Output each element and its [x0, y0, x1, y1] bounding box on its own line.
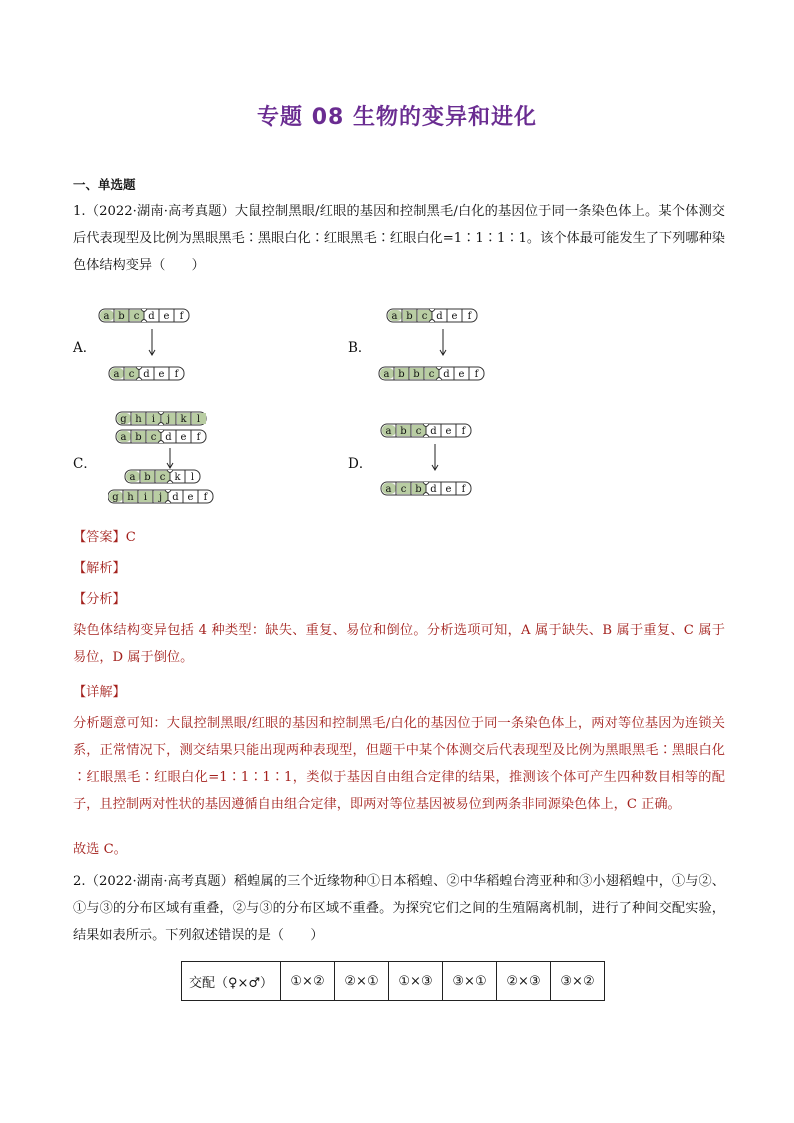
gene-label: l: [190, 472, 195, 483]
gene-label: a: [129, 472, 136, 483]
gene-label: b: [135, 432, 142, 443]
gene-label: l: [196, 414, 201, 425]
gene-label: a: [103, 311, 110, 322]
option-c-diagram: [108, 410, 248, 508]
gene-label: f: [461, 426, 466, 437]
gene-label: e: [451, 311, 458, 322]
gene-label: a: [113, 369, 120, 380]
gene-label: c: [400, 484, 407, 495]
gene-label: e: [458, 369, 465, 380]
gene-label: b: [400, 426, 407, 437]
gene-label: b: [413, 369, 420, 380]
chromosome-c-mutated-1: [125, 470, 200, 483]
table-header-cross: ②×①: [335, 962, 389, 1001]
option-a-label: A．: [73, 340, 97, 356]
arrow-icon: [167, 448, 173, 468]
table-header-label: 交配（♀×♂）: [182, 962, 281, 1001]
answer: 【答案】C: [73, 530, 136, 545]
chromosome-d-original: [381, 424, 471, 437]
gene-label: k: [174, 472, 181, 483]
gene-label: d: [443, 369, 450, 380]
gene-label: f: [474, 369, 479, 380]
gene-label: d: [165, 432, 172, 443]
gene-label: c: [133, 311, 140, 322]
gene-label: i: [143, 492, 148, 503]
gene-label: c: [128, 369, 135, 380]
chromosome-c-mutated-2: [108, 490, 213, 503]
gene-label: b: [406, 311, 413, 322]
chromosome-c-original-1: [116, 412, 206, 425]
table-header-cross: ①×②: [281, 962, 335, 1001]
gene-label: j: [166, 414, 171, 425]
gene-label: h: [127, 492, 134, 503]
chromosome-b-mutated: [379, 367, 484, 380]
page-title: 专题 08 生物的变异和进化: [257, 105, 537, 130]
gene-label: k: [180, 414, 187, 425]
gene-label: g: [112, 492, 119, 503]
gene-label: e: [187, 492, 194, 503]
arrow-icon: [432, 444, 438, 470]
gene-label: e: [180, 432, 187, 443]
gene-label: a: [385, 484, 392, 495]
gene-label: b: [118, 311, 125, 322]
gene-label: c: [159, 472, 166, 483]
option-b-label: B．: [348, 340, 372, 356]
gene-label: a: [385, 426, 392, 437]
fenxi-tag: 【分析】: [73, 592, 126, 607]
option-c-label: C．: [73, 456, 97, 472]
mating-table: [181, 961, 605, 1001]
option-d-diagram: [377, 420, 507, 502]
gene-label: f: [174, 369, 179, 380]
gene-label: h: [135, 414, 142, 425]
question-1-stem: 1.（2022·湖南·高考真题）大鼠控制黑眼/红眼的基因和控制黑毛/白化的基因位于同一条染色体上。某个体测交后代表现型及比例为黑眼黑毛∶黑眼白化∶红眼黑毛∶红眼白化=1∶1∶1∶1。该个体最可能发生了下列哪种染色体结构变异（ ）: [73, 204, 725, 273]
gene-label: d: [430, 426, 437, 437]
option-a-diagram: [95, 305, 225, 387]
chromosome-a-original: [99, 309, 189, 322]
gene-label: c: [428, 369, 435, 380]
gene-label: c: [421, 311, 428, 322]
question-2-stem: 2.（2022·湖南·高考真题）稻蝗属的三个近缘物种①日本稻蝗、②中华稻蝗台湾亚种和③小翅稻蝗中，①与②、①与③的分布区域有重叠，②与③的分布区域不重叠。为探究它们之间的生殖隔离机制，进行了种间交配实验，结果如表所示。下列叙述错误的是（ ）: [73, 874, 725, 943]
gene-label: e: [158, 369, 165, 380]
gene-label: c: [150, 432, 157, 443]
gene-label: b: [398, 369, 405, 380]
arrow-icon: [440, 329, 446, 355]
detail-text: 分析题意可知：大鼠控制黑眼/红眼的基因和控制黑毛/白化的基因位于同一条染色体上，两对等位基因为连锁关系，正常情况下，测交结果只能出现两种表现型，但题干中某个体测交后代表现型及比例为黑眼黑毛∶黑眼白化∶红眼黑毛∶红眼白化=1∶1∶1∶1，类似于基因自由组合定律的结果，推测该个体可产生四种数目相等的配子，且控制两对性状的基因遵循自由组合定律，即两对等位基因被易位到两条非同源染色体上，C 正确。: [73, 716, 725, 812]
chromosome-d-mutated: [381, 482, 471, 495]
gene-label: d: [172, 492, 179, 503]
gene-label: b: [144, 472, 151, 483]
analysis-tag: 【解析】: [73, 561, 126, 576]
gene-label: d: [436, 311, 443, 322]
chromosome-b-original: [387, 309, 477, 322]
gene-label: j: [158, 492, 163, 503]
gene-label: e: [163, 311, 170, 322]
gene-label: d: [148, 311, 155, 322]
chromosome-a-mutated: [109, 367, 184, 380]
gene-label: a: [383, 369, 390, 380]
arrow-icon: [149, 329, 155, 355]
gene-label: e: [445, 484, 452, 495]
fenxi-text: 染色体结构变异包括 4 种类型：缺失、重复、易位和倒位。分析选项可知，A 属于缺失、B 属于重复、C 属于易位，D 属于倒位。: [73, 623, 725, 665]
gene-label: a: [391, 311, 398, 322]
detail-tag: 【详解】: [73, 685, 126, 700]
table-header-cross: ①×③: [389, 962, 443, 1001]
table-header-row: [182, 962, 605, 1001]
option-d-label: D．: [348, 456, 373, 472]
gene-label: c: [415, 426, 422, 437]
table-header-cross: ③×②: [551, 962, 605, 1001]
gene-label: d: [143, 369, 150, 380]
gene-label: f: [461, 484, 466, 495]
option-b-diagram: [375, 305, 520, 387]
gene-label: f: [467, 311, 472, 322]
gene-label: f: [179, 311, 184, 322]
gene-label: i: [151, 414, 156, 425]
table-header-cross: ②×③: [497, 962, 551, 1001]
table-header-cross: ③×①: [443, 962, 497, 1001]
gene-label: e: [445, 426, 452, 437]
conclusion: 故选 C。: [73, 842, 127, 857]
gene-label: f: [203, 492, 208, 503]
chromosome-c-original-2: [116, 430, 206, 443]
gene-label: g: [120, 414, 127, 425]
gene-label: f: [196, 432, 201, 443]
gene-label: b: [415, 484, 422, 495]
gene-label: a: [120, 432, 127, 443]
gene-label: d: [430, 484, 437, 495]
section-heading: 一、单选题: [73, 177, 136, 192]
